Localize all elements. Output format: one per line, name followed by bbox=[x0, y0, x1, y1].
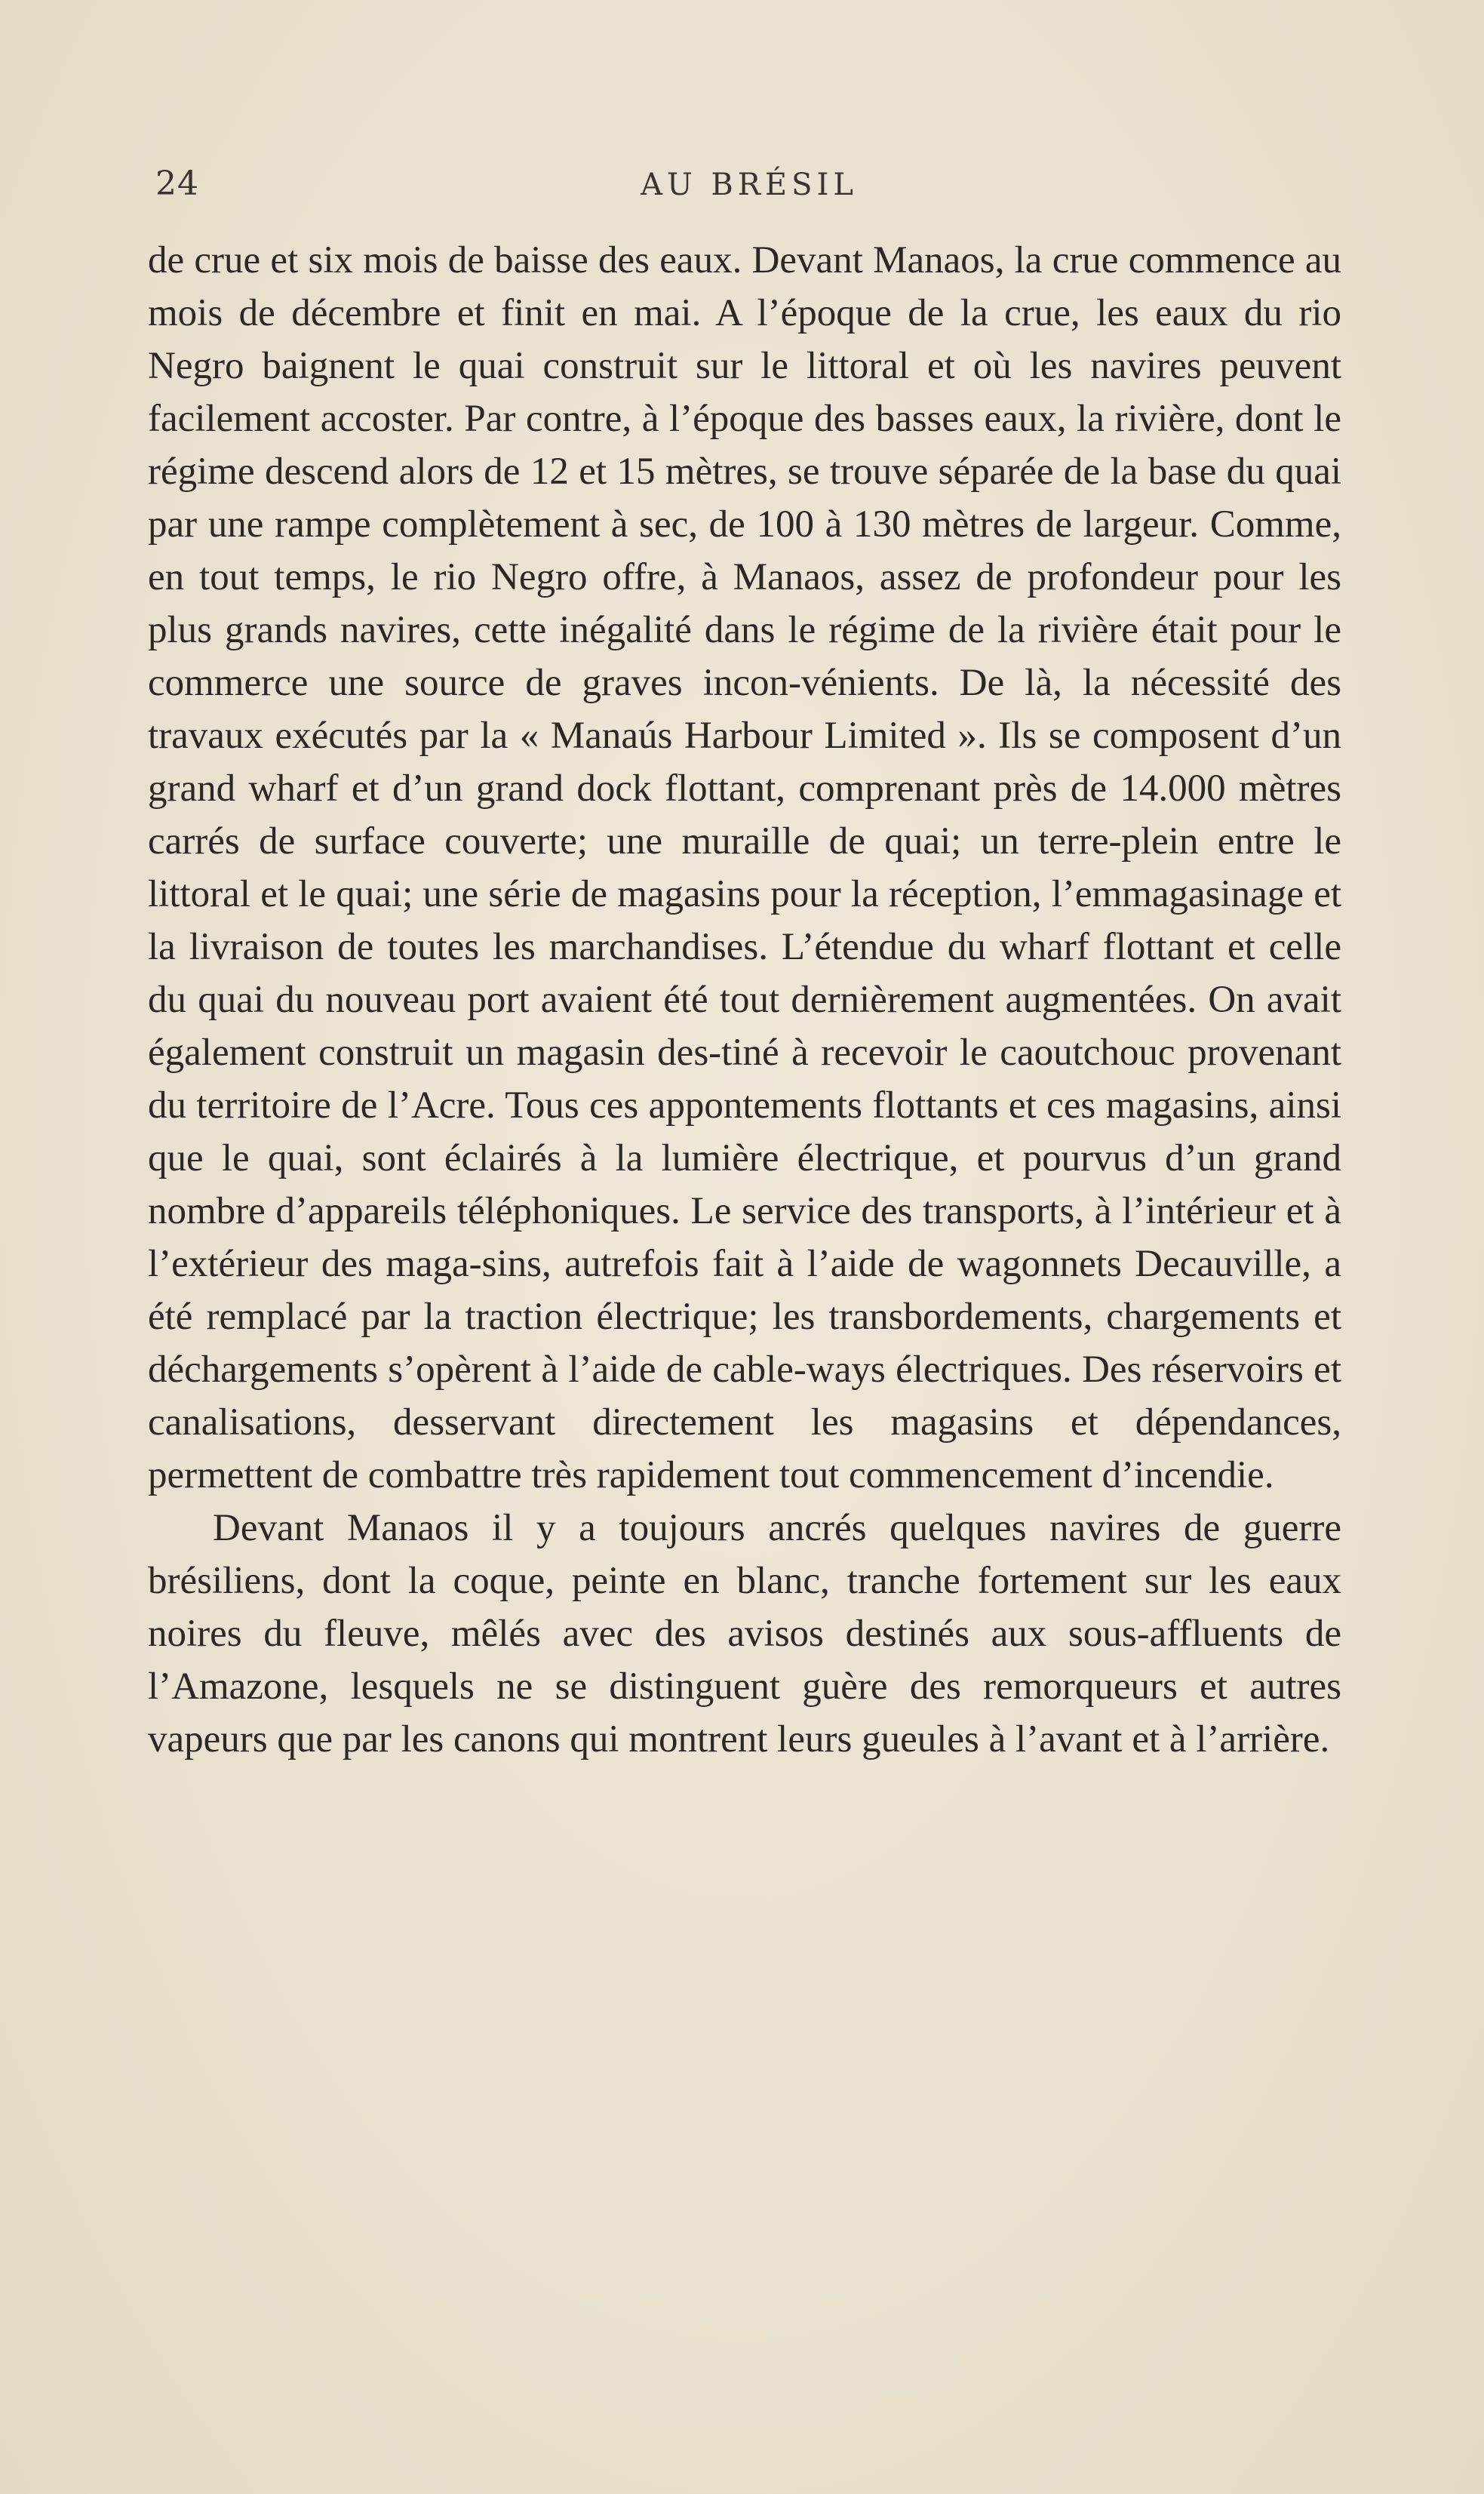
body-text bbox=[148, 234, 1341, 1766]
running-title: AU BRÉSIL bbox=[641, 168, 858, 202]
paragraph-continued: de crue et six mois de baisse des eaux. Devant Manaos, la crue commence au mois de décembre et finit en mai. A l’époque de la crue, les eaux du rio Negro baignent le quai construit sur le littoral et où les navires peuvent facilement accoster. Par contre, à l’époque des basses eaux, la rivière, dont le régime descend alors de 12 et 15 mètres, se trouve séparée de la base du quai par une rampe complètement à sec, de 100 à 130 mètres de largeur. Comme, en tout temps, le rio Negro offre, à Manaos, assez de profondeur pour les plus grands navires, cette inégalité dans le régime de la rivière était pour le commerce une source de graves incon-vénients. De là, la nécessité des travaux exécutés par la « Manaús Harbour Limited ». Ils se composent d’un grand wharf et d’un grand dock flottant, comprenant près de 14.000 mètres carrés de surface couverte; une muraille de quai; un terre-plein entre le littoral et le quai; une série de magasins pour la réception, l’emmagasinage et la livraison de toutes les marchandises. L’étendue du wharf flottant et celle du quai du nouveau port avaient été tout dernièrement augmentées. On avait également construit un magasin des-tiné à recevoir le caoutchouc provenant du territoire de l’Acre. Tous ces appontements flottants et ces magasins, ainsi que le quai, sont éclairés à la lumière électrique, et pourvus d’un grand nombre d’appareils téléphoniques. Le service des transports, à l’intérieur et à l’extérieur des maga-sins, autrefois fait à l’aide de wagonnets Decauville, a été remplacé par la traction électrique; les transbordements, chargements et déchargements s’opèrent à l’aide de cable-ways électriques. Des réservoirs et canalisations, desservant directement les magasins et dépendances, permettent de combattre très rapidement tout commencement d’incendie. bbox=[148, 239, 1341, 1496]
page-header bbox=[149, 165, 1349, 217]
paragraph-warships: Devant Manaos il y a toujours ancrés quelques navires de guerre brésiliens, dont la coque, peinte en blanc, tranche fortement sur les eaux noires du fleuve, mêlés avec des avisos destinés aux sous-affluents de l’Amazone, lesquels ne se distinguent guère des remorqueurs et autres vapeurs que par les canons qui montrent leurs gueules à l’avant et à l’arrière. bbox=[148, 1507, 1341, 1761]
page-number: 24 bbox=[155, 165, 199, 203]
